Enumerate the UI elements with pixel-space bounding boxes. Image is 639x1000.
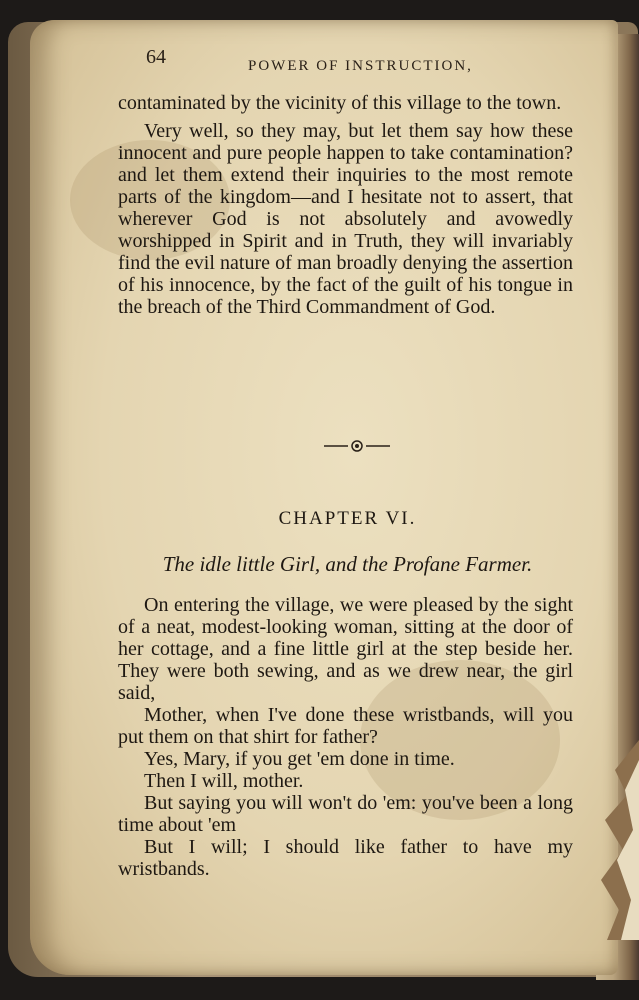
chapter-title: The idle little Girl, and the Profane Farmer. <box>162 552 533 576</box>
page-number: 64 <box>146 46 166 68</box>
chapter-text <box>118 594 573 880</box>
paragraph: On entering the village, we were pleased by the sight of a neat, modest-looking woman, sitting at the door of her cottage, and a fine little girl at the step beside her. They were both sewing, and as we drew near, the girl said, <box>118 594 573 704</box>
top-text <box>118 92 573 318</box>
paragraph: Very well, so they may, but let them say how these innocent and pure people happen to take contamination? and let them extend their inquiries to the most remote parts of the kingdom—and I hesitate not to assert, that wherever God is not absolutely and avowedly worshipped in Spirit and in Truth, they will invariably find the evil nature of man broadly denying the assertion of his innocence, by the fact of the guilt of his tongue in the breach of the Third Commandment of God. <box>118 120 573 318</box>
torn-page-edge <box>595 740 639 940</box>
paragraph: Yes, Mary, if you get 'em done in time. <box>144 748 455 770</box>
running-head: POWER OF INSTRUCTION, <box>248 58 473 74</box>
paragraph: Then I will, mother. <box>144 770 304 792</box>
chapter-heading: CHAPTER VI. <box>278 508 417 529</box>
paragraph: contaminated by the vicinity of this village to the town. <box>118 92 562 114</box>
paragraph: But saying you will won't do 'em: you've been a long time about 'em <box>118 792 573 836</box>
paragraph: But I will; I should like father to have my wristbands. <box>118 836 573 880</box>
paragraph: Mother, when I've done these wristbands, will you put them on that shirt for father? <box>118 704 573 748</box>
ornament-divider <box>322 438 392 454</box>
